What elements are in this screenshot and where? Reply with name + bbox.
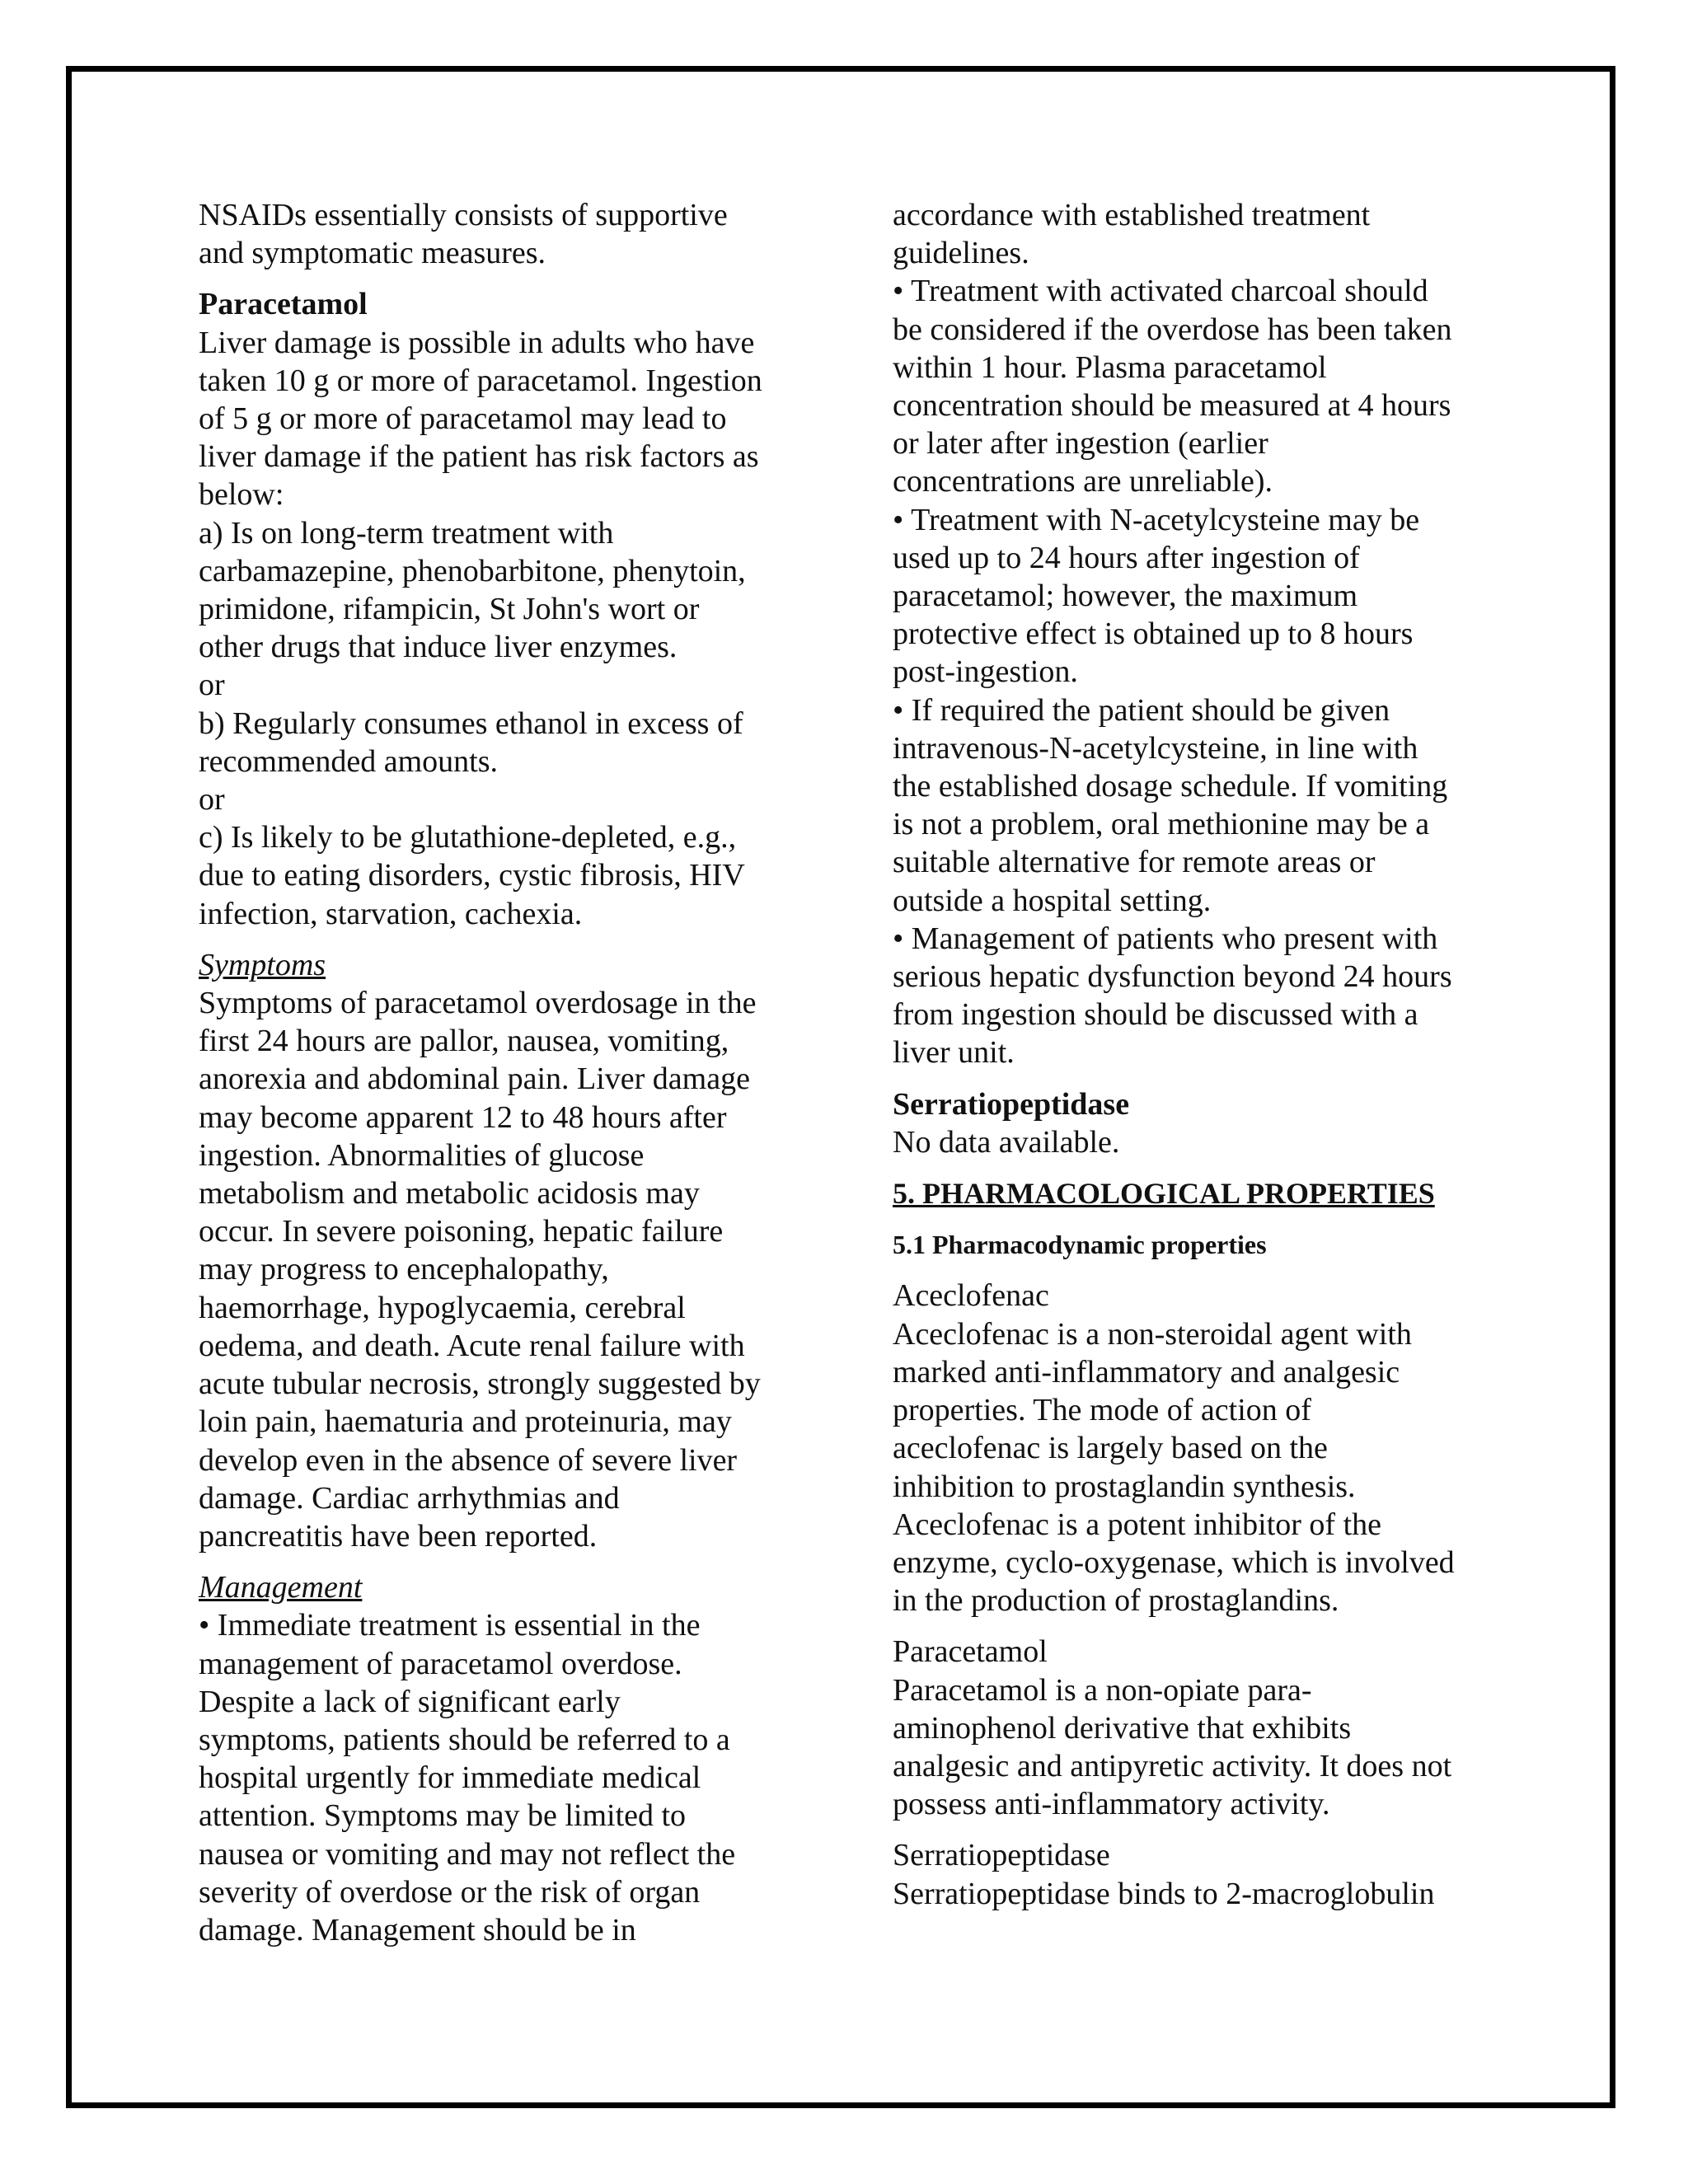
left-column: [199, 196, 825, 1949]
text-line: used up to 24 hours after ingestion of: [893, 540, 1360, 575]
text-line: anorexia and abdominal pain. Liver damage: [199, 1062, 750, 1097]
intro-paragraph: [199, 196, 825, 272]
text-line: first 24 hours are pallor, nausea, vomiting,: [199, 1024, 729, 1059]
text-line: analgesic and antipyretic activity. It does not: [893, 1748, 1452, 1783]
text-line: within 1 hour. Plasma paracetamol: [893, 349, 1327, 385]
text-line: be considered if the overdose has been taken: [893, 312, 1452, 347]
text-line: infection, starvation, cachexia.: [199, 896, 583, 931]
text-line: liver damage if the patient has risk factors as: [199, 439, 759, 475]
text-line: develop even in the absence of severe liver: [199, 1442, 738, 1478]
serratiopeptidase-text: No data available.: [893, 1124, 1120, 1160]
text-line: taken 10 g or more of paracetamol. Ingestion: [199, 363, 762, 398]
text-line: or: [199, 668, 225, 703]
text-line: intravenous-N-acetylcysteine, in line with: [893, 730, 1418, 766]
text-line: concentrations are unreliable).: [893, 464, 1273, 499]
text-line: haemorrhage, hypoglycaemia, cerebral: [199, 1290, 686, 1325]
text-line: marked anti-inflammatory and analgesic: [893, 1354, 1400, 1390]
text-line: primidone, rifampicin, St John's wort or: [199, 592, 700, 627]
text-line: may progress to encephalopathy,: [199, 1252, 609, 1287]
text-line: NSAIDs essentially consists of supportive: [199, 198, 728, 232]
aceclofenac-heading: Aceclofenac: [893, 1278, 1049, 1314]
text-line: serious hepatic dysfunction beyond 24 hours: [893, 959, 1452, 995]
text-line: • Immediate treatment is essential in the: [199, 1608, 701, 1643]
serratiopeptidase-pd-paragraph: [893, 1875, 1503, 1913]
management-continuation: [893, 196, 1503, 1072]
text-line: nausea or vomiting and may not reflect the: [199, 1836, 736, 1872]
text-line: outside a hospital setting.: [893, 883, 1212, 918]
aceclofenac-paragraph: [893, 1315, 1503, 1620]
serratiopeptidase-heading: Serratiopeptidase: [893, 1086, 1130, 1122]
subsection-heading: 5.1 Pharmacodynamic properties: [893, 1230, 1267, 1260]
text-line: is not a problem, oral methionine may be a: [893, 807, 1430, 842]
text-line: guidelines.: [893, 236, 1029, 271]
text-line: of 5 g or more of paracetamol may lead to: [199, 401, 727, 437]
text-line: and symptomatic measures.: [199, 236, 546, 271]
text-line: loin pain, haematuria and proteinuria, may: [199, 1404, 732, 1440]
text-line: possess anti-inflammatory activity.: [893, 1787, 1330, 1822]
text-line: or: [199, 782, 225, 818]
text-line: Aceclofenac is a potent inhibitor of the: [893, 1507, 1382, 1542]
text-line: oedema, and death. Acute renal failure with: [199, 1328, 745, 1363]
paracetamol-pd-paragraph: [893, 1671, 1503, 1824]
text-line: hospital urgently for immediate medical: [199, 1760, 701, 1796]
text-line: • If required the patient should be given: [893, 692, 1390, 728]
text-line: management of paracetamol overdose.: [199, 1646, 682, 1681]
text-line: or later after ingestion (earlier: [893, 426, 1268, 462]
text-line: occur. In severe poisoning, hepatic failure: [199, 1214, 724, 1249]
text-line: b) Regularly consumes ethanol in excess of: [199, 705, 743, 741]
text-line: the established dosage schedule. If vomiting: [893, 769, 1448, 804]
text-line: aminophenol derivative that exhibits: [893, 1710, 1352, 1746]
section-heading: 5. PHARMACOLOGICAL PROPERTIES: [893, 1177, 1435, 1211]
text-line: • Management of patients who present with: [893, 921, 1438, 956]
text-line: c) Is likely to be glutathione-depleted, e.g.,: [199, 820, 737, 855]
text-line: acute tubular necrosis, strongly suggested by: [199, 1366, 761, 1402]
text-line: accordance with established treatment: [893, 198, 1371, 232]
symptoms-paragraph: [199, 984, 825, 1555]
text-line: Aceclofenac is a non-steroidal agent with: [893, 1316, 1412, 1352]
text-line: Symptoms of paracetamol overdosage in the: [199, 986, 757, 1021]
management-paragraph: [199, 1606, 825, 1949]
paracetamol-pd-heading: Paracetamol: [893, 1634, 1048, 1670]
text-line: due to eating disorders, cystic fibrosis, HIV: [199, 858, 745, 893]
text-line: pancreatitis have been reported.: [199, 1518, 598, 1554]
text-line: liver unit.: [893, 1035, 1015, 1071]
text-line: may become apparent 12 to 48 hours after: [199, 1099, 727, 1135]
text-line: damage. Cardiac arrhythmias and: [199, 1480, 620, 1516]
text-line: severity of overdose or the risk of organ: [199, 1874, 701, 1910]
management-heading: Management: [199, 1570, 363, 1605]
text-line: • Treatment with N-acetylcysteine may be: [893, 502, 1420, 537]
paracetamol-heading: Paracetamol: [199, 287, 368, 322]
text-line: suitable alternative for remote areas or: [893, 845, 1376, 880]
symptoms-heading: Symptoms: [199, 947, 326, 982]
text-line: a) Is on long-term treatment with: [199, 515, 614, 551]
text-line: metabolism and metabolic acidosis may: [199, 1176, 700, 1212]
text-line: properties. The mode of action of: [893, 1393, 1311, 1428]
text-line: below:: [199, 477, 284, 513]
text-line: symptoms, patients should be referred to a: [199, 1722, 730, 1757]
text-line: • Treatment with activated charcoal should: [893, 274, 1428, 309]
text-line: carbamazepine, phenobarbitone, phenytoin,: [199, 553, 746, 588]
text-line: ingestion. Abnormalities of glucose: [199, 1137, 645, 1173]
paracetamol-paragraph: [199, 324, 825, 933]
text-line: Serratiopeptidase binds to 2-macroglobulin: [893, 1876, 1435, 1911]
text-line: Despite a lack of significant early: [199, 1684, 621, 1719]
text-line: paracetamol; however, the maximum: [893, 579, 1358, 614]
text-line: enzyme, cyclo-oxygenase, which is involved: [893, 1544, 1455, 1580]
text-line: Paracetamol is a non-opiate para-: [893, 1672, 1312, 1708]
text-line: inhibition to prostaglandin synthesis.: [893, 1469, 1356, 1504]
text-line: damage. Management should be in: [199, 1912, 636, 1947]
text-line: recommended amounts.: [199, 743, 499, 779]
text-line: Liver damage is possible in adults who have: [199, 325, 755, 360]
text-line: aceclofenac is largely based on the: [893, 1431, 1328, 1466]
text-line: in the production of prostaglandins.: [893, 1583, 1339, 1619]
text-line: from ingestion should be discussed with a: [893, 997, 1418, 1033]
text-line: concentration should be measured at 4 hours: [893, 388, 1451, 424]
text-line: attention. Symptoms may be limited to: [199, 1798, 687, 1834]
serratiopeptidase-pd-heading: Serratiopeptidase: [893, 1838, 1110, 1873]
text-line: other drugs that induce liver enzymes.: [199, 630, 678, 665]
text-line: protective effect is obtained up to 8 hours: [893, 616, 1414, 652]
right-column: [893, 196, 1503, 1913]
text-line: post-ingestion.: [893, 654, 1078, 690]
